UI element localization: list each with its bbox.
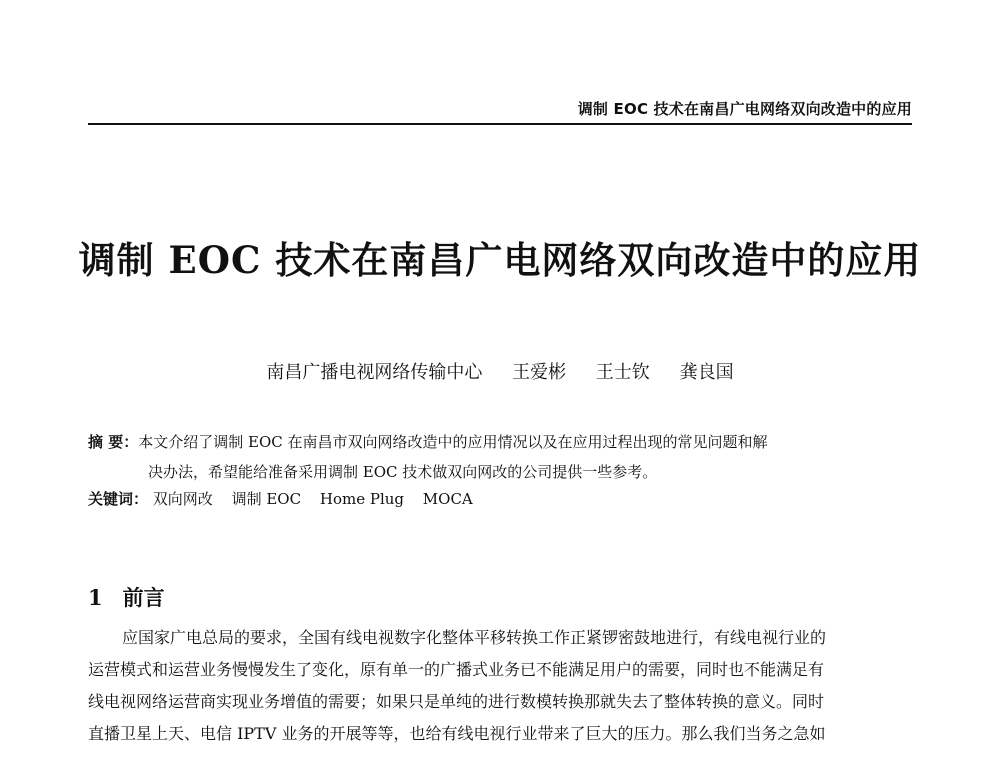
body-line: 应国家广电总局的要求，全国有线电视数字化整体平移转换工作正紧锣密鼓地进行，有线电视行业的 bbox=[122, 628, 827, 647]
author-line bbox=[0, 358, 1000, 384]
keyword: MOCA bbox=[422, 490, 473, 508]
keywords-label: 关键词： bbox=[88, 490, 149, 508]
body-line: 运营模式和运营业务慢慢发生了变化，原有单一的广播式业务已不能满足用户的需要，同时也不能满足有 bbox=[88, 660, 825, 679]
abstract bbox=[88, 427, 914, 487]
section-heading bbox=[88, 582, 165, 612]
paper-title: 调制 EOC 技术在南昌广电网络双向改造中的应用 bbox=[78, 238, 922, 282]
author-name: 王士钦 bbox=[595, 362, 650, 383]
author-name: 龚良国 bbox=[679, 362, 734, 383]
author-name: 王爱彬 bbox=[512, 362, 567, 383]
body-line: 线电视网络运营商实现业务增值的需要；如果只是单纯的进行数模转换那就失去了整体转换的意义。同时 bbox=[88, 692, 825, 711]
keyword: 双向网改 bbox=[152, 490, 213, 508]
keywords bbox=[88, 488, 487, 509]
section-number: 1 bbox=[88, 585, 103, 610]
abstract-label: 摘 要： bbox=[88, 433, 139, 451]
section-body bbox=[88, 622, 914, 750]
running-header: 调制 EOC 技术在南昌广电网络双向改造中的应用 bbox=[577, 100, 912, 118]
section-title: 前言 bbox=[122, 585, 165, 610]
keyword: 调制 EOC bbox=[231, 490, 302, 508]
affiliation: 南昌广播电视网络传输中心 bbox=[266, 362, 483, 383]
body-line: 直播卫星上天、电信 IPTV 业务的开展等等，也给有线电视行业带来了巨大的压力。那么我们当务之急如 bbox=[88, 724, 826, 743]
abstract-line: 决办法，希望能给准备采用调制 EOC 技术做双向网改的公司提供一些参考。 bbox=[148, 463, 658, 481]
header-rule bbox=[88, 123, 912, 125]
keyword: Home Plug bbox=[319, 490, 405, 508]
abstract-line bbox=[88, 427, 914, 457]
abstract-text: 本文介绍了调制 EOC 在南昌市双向网络改造中的应用情况以及在应用过程出现的常见问题和解 bbox=[138, 433, 768, 451]
